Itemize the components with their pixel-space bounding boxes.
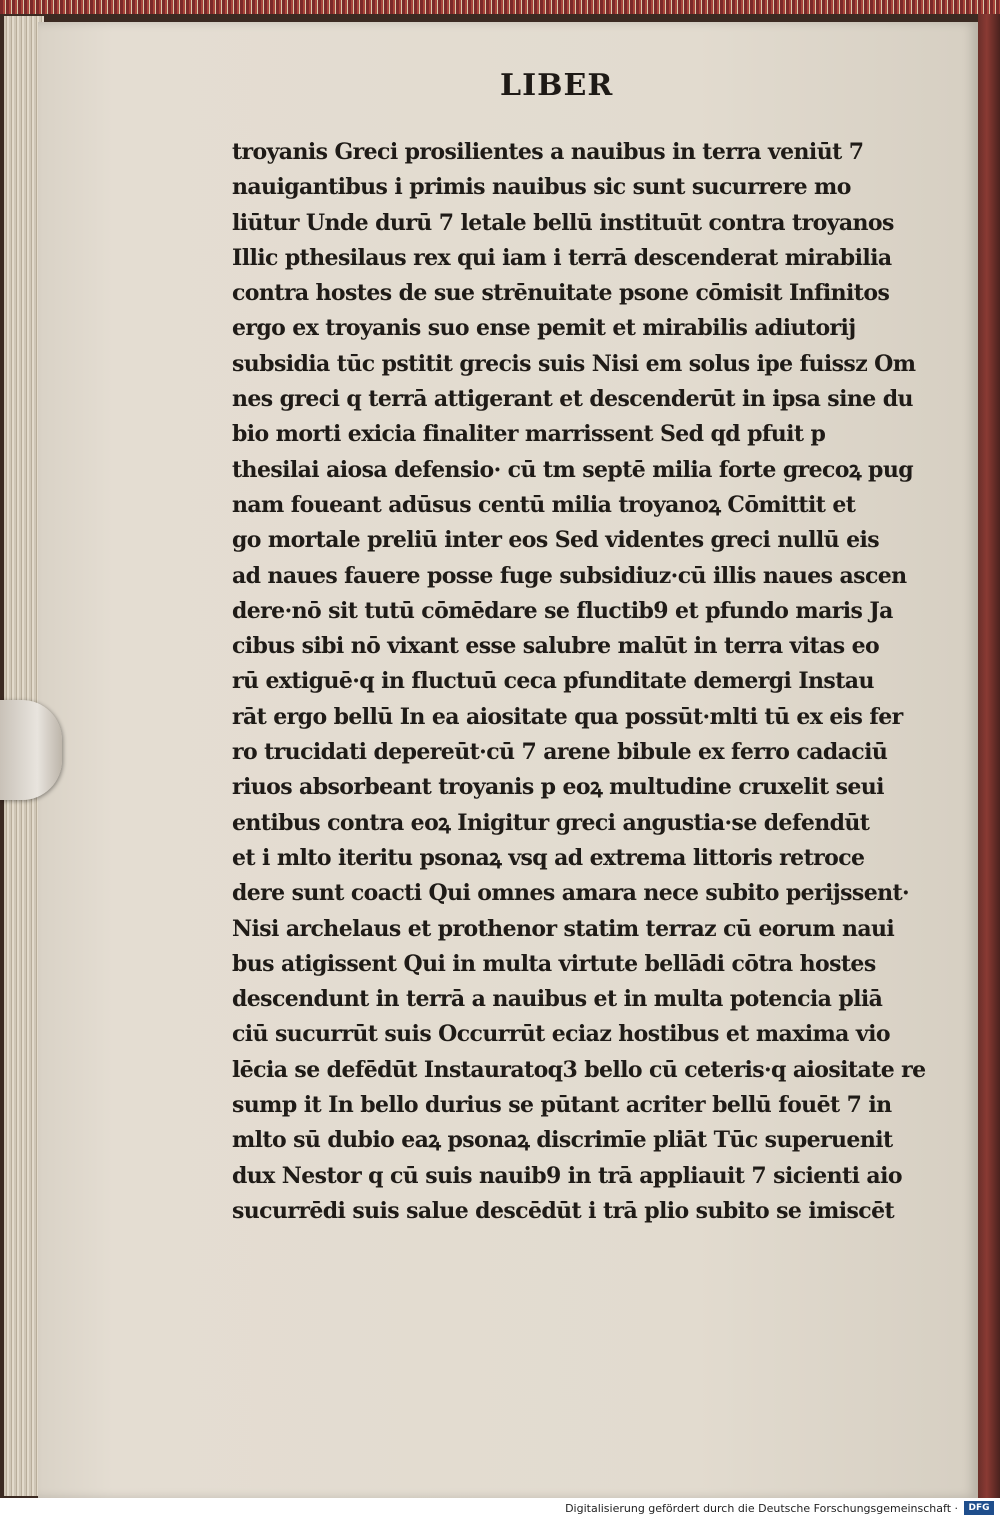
text-line: liūtur Unde durū 7 letale bellū instituūt contra troyanos <box>232 209 894 236</box>
text-line: descendunt in terrā a nauibus et in multa potencia pliā <box>232 986 883 1013</box>
text-line: rū extiguē·q in fluctuū ceca pfunditate demergi Instau <box>232 668 874 695</box>
text-line: ergo ex troyanis suo ense pemit et mirabilis adiutorij <box>232 315 856 342</box>
text-line: rāt ergo bellū In ea aiositate qua possūt·mlti tū ex eis fer <box>232 703 903 730</box>
text-line: ro trucidati depereūt·cū 7 arene bibule ex ferro cadaciū <box>232 739 888 766</box>
dfg-logo: DFG <box>964 1501 994 1515</box>
text-line: Nisi archelaus et prothenor statim terraz cū eorum naui <box>232 915 895 942</box>
text-line: contra hostes de sue strēnuitate psone cōmisit Infinitos <box>232 280 890 307</box>
text-line: bio morti exicia finaliter marrissent Sed qd pfuit p <box>232 421 826 448</box>
credit-text: Digitalisierung gefördert durch die Deutsche Forschungsgemeinschaft · <box>565 1502 958 1515</box>
text-line: bus atigissent Qui in multa virtute bellādi cōtra hostes <box>232 950 876 977</box>
text-line: go mortale preliū inter eos Sed videntes greci nullū eis <box>232 527 880 554</box>
text-block <box>232 135 926 1229</box>
text-line: riuos absorbeant troyanis p eoꝝ multudine cruxelit seui <box>232 774 884 801</box>
text-line: troyanis Greci prosilientes a nauibus in terra veniūt 7 <box>232 139 864 165</box>
text-line: thesilai aiosa defensio· cū tm septē milia forte grecoꝝ pug <box>232 456 914 483</box>
text-line: sump it In bello durius se pūtant acriter bellū fouēt 7 in <box>232 1092 892 1119</box>
text-line: subsidia tūc pstitit grecis suis Nisi em solus ipe fuissz Om <box>232 350 916 377</box>
text-line: lēcia se defēdūt Instauratoq3 bello cū ceteris·q aiositate re <box>232 1056 926 1083</box>
text-line: cibus sibi nō vixant esse salubre malūt in terra vitas eo <box>232 633 880 660</box>
book-clasp <box>0 700 62 800</box>
text-line: dere·nō sit tutū cōmēdare se fluctib9 et pfundo maris Ja <box>232 597 893 624</box>
text-line: mlto sū dubio eaꝝ psonaꝝ discrimīe pliāt Tūc superuenit <box>232 1127 893 1154</box>
text-line: nam foueant adūsus centū milia troyanoꝝ Cōmittit et <box>232 491 856 518</box>
text-line: ciū sucurrūt suis Occurrūt eciaz hostibus et maxima vio <box>232 1021 890 1048</box>
text-line: nes greci q terrā attigerant et descenderūt in ipsa sine du <box>232 386 913 413</box>
text-line: entibus contra eoꝝ Inigitur greci angustia·se defendūt <box>232 809 870 836</box>
text-line: et i mlto iteritu psonaꝝ vsq ad extrema littoris retroce <box>232 844 865 871</box>
text-line: Illic pthesilaus rex qui iam i terrā descenderat mirabilia <box>232 244 892 271</box>
text-line: dere sunt coacti Qui omnes amara nece subito perijssent· <box>232 880 910 907</box>
text-line: nauigantibus i primis nauibus sic sunt sucurrere mo <box>232 174 851 201</box>
footer-bar <box>0 1498 1000 1520</box>
text-line: dux Nestor q cū suis nauib9 in trā appliauit 7 sicienti aio <box>232 1162 902 1189</box>
book-right-cover <box>978 14 1000 1498</box>
text-line: ad naues fauere posse fuge subsidiuz·cū illis naues ascen <box>232 562 907 589</box>
running-head: LIBER <box>500 68 614 103</box>
text-line: sucurrēdi suis salue descēdūt i trā plio subito se imiscēt <box>232 1197 895 1224</box>
